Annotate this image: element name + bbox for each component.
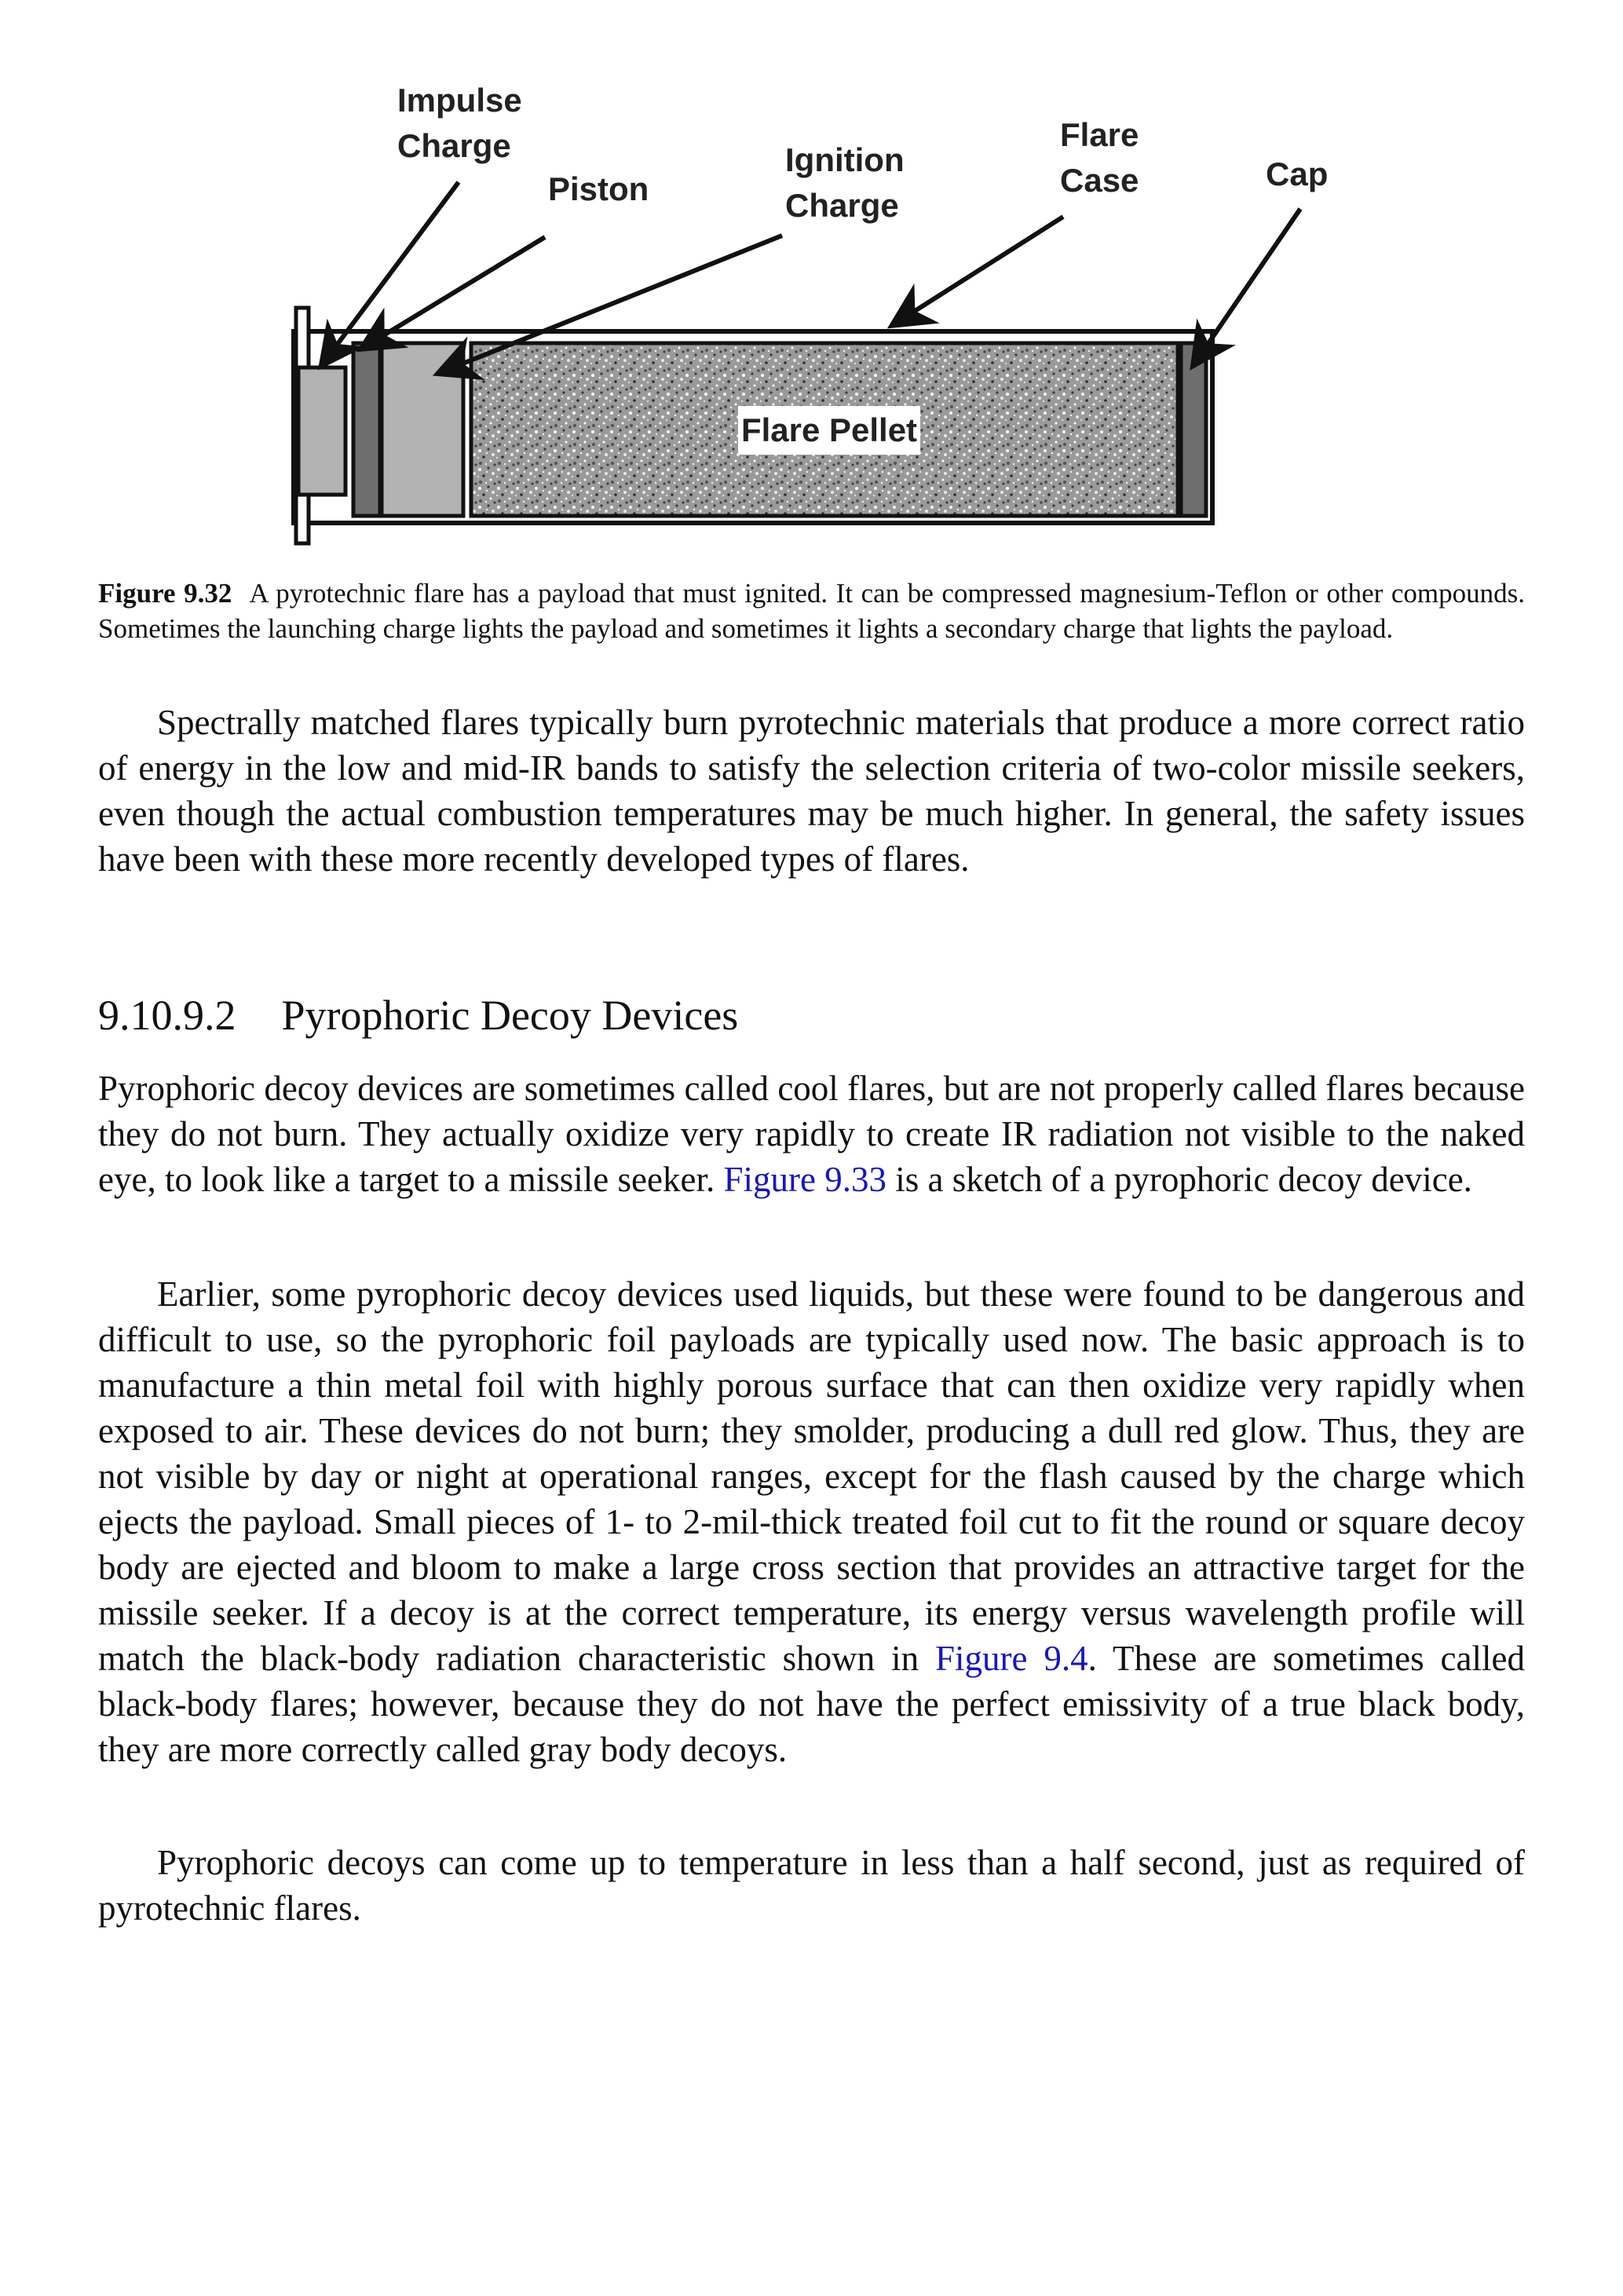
paragraph-foil-payloads <box>98 1271 1525 1772</box>
flare-diagram <box>251 71 1398 573</box>
figure-caption-label: Figure 9.32 <box>98 578 232 609</box>
paragraph2-text-a: Pyrophoric decoy devices are sometimes called cool flares, but are not properly called flares because they do not burn. They actually oxidize very rapidly to create IR radiation not visible to the naked eye, to look like a target to a missile seeker. <box>98 1069 1525 1199</box>
paragraph-temperature-time: Pyrophoric decoys can come up to temperature in less than a half second, just as required of pyrotechnic flares. <box>98 1843 1525 1928</box>
impulse-charge <box>298 367 345 495</box>
figure-caption <box>98 576 1525 646</box>
figure-caption-text: A pyrotechnic flare has a payload that must ignited. It can be compressed magnesium-Teflon or other compounds. Sometimes the launching charge lights the payload and sometimes it lights a secondary charge that lights the payload. <box>98 578 1525 644</box>
flare-case-arrow <box>895 217 1063 324</box>
paragraph-spectrally-matched: Spectrally matched flares typically burn pyrotechnic materials that produce a more correct ratio of energy in the low and mid-IR bands to satisfy the selection criteria of two-color missile seekers, even though the actual combustion temperatures may be much higher. In general, the safety issues have been with these more recently developed types of flares. <box>98 703 1525 879</box>
ignition-label-line2: Charge <box>785 187 899 224</box>
figure-9-4-link[interactable]: Figure 9.4 <box>934 1639 1088 1678</box>
flare-case-label-line2: Case <box>1060 162 1139 199</box>
flare-diagram-svg <box>251 71 1398 573</box>
cap <box>1181 343 1206 516</box>
section-number: 9.10.9.2 <box>98 992 236 1039</box>
section-heading <box>98 991 738 1040</box>
impulse-label-line2: Charge <box>397 127 511 164</box>
ignition-label-line1: Ignition <box>785 141 905 178</box>
paragraph3-text-b: . These are sometimes called black-body flares; however, because they do not have the perfect emissivity of a true black body, they are more correctly called gray body decoys. <box>98 1639 1525 1769</box>
paragraph2-text-b: is a sketch of a pyrophoric decoy device. <box>886 1160 1472 1199</box>
paragraph3-text-a: Earlier, some pyrophoric decoy devices used liquids, but these were found to be dangerous and difficult to use, so the pyrophoric foil payloads are typically used now. The basic approach is to manufacture a thin metal foil with highly porous surface that can then oxidize very rapidly when exposed to air. These devices do not burn; they smolder, producing a dull red glow. Thus, they are not visible by day or night at operational ranges, except for the flash caused by the charge which ejects the payload. Small pieces of 1- to 2-mil-thick treated foil cut to fit the round or square decoy body are ejected and bloom to make a large cross section that provides an attractive target for the missile seeker. If a decoy is at the correct temperature, its energy versus wavelength profile will match the black-body radiation characteristic shown in <box>98 1274 1525 1678</box>
impulse-label-line1: Impulse <box>397 82 522 119</box>
piston <box>353 343 380 516</box>
figure-9-33-link[interactable]: Figure 9.33 <box>723 1160 886 1199</box>
section-title: Pyrophoric Decoy Devices <box>281 992 739 1039</box>
piston-label: Piston <box>548 170 649 207</box>
paragraph-pyrophoric-intro <box>98 1066 1525 1202</box>
cap-arrow <box>1195 209 1300 363</box>
flare-pellet-label: Flare Pellet <box>740 411 918 448</box>
cap-label: Cap <box>1266 155 1329 192</box>
flare-case-label-line1: Flare <box>1060 116 1139 153</box>
